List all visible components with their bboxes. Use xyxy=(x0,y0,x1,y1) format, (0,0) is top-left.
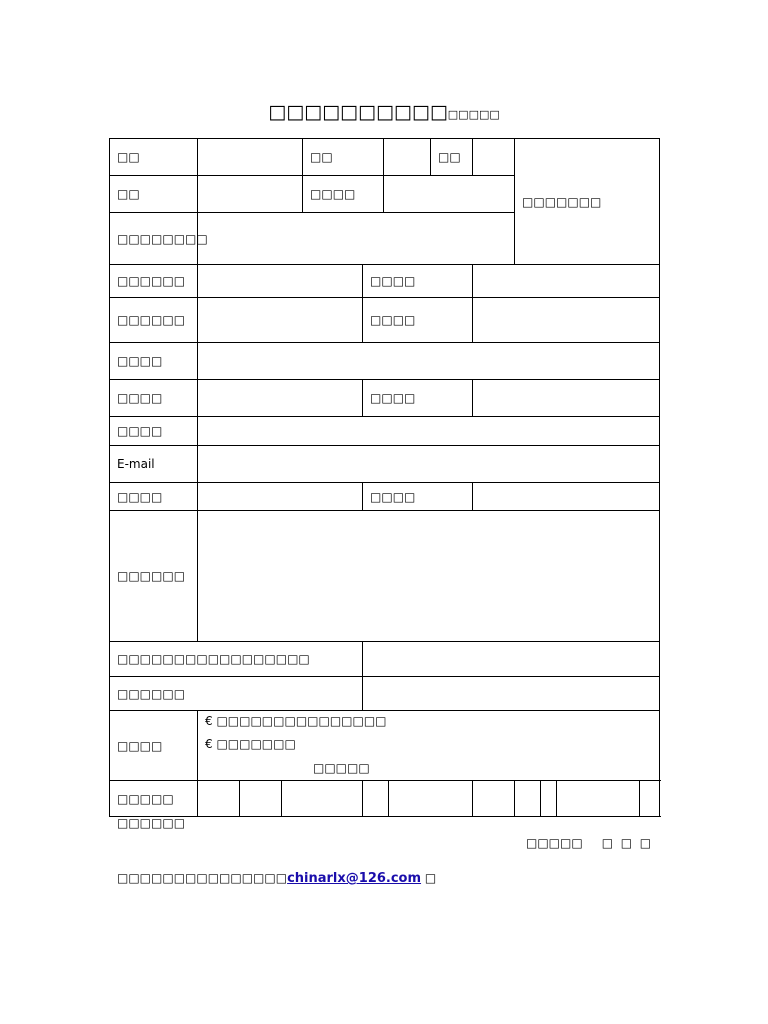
title-sub: □□□□□ xyxy=(447,108,500,121)
row10-right-label: □□□□ xyxy=(363,483,473,511)
ethnicity-field[interactable] xyxy=(198,176,303,213)
row10-left-field[interactable] xyxy=(198,483,363,511)
bottom-cell-2[interactable] xyxy=(240,781,282,817)
age-field[interactable] xyxy=(473,139,515,176)
row10-right-field[interactable] xyxy=(473,483,660,511)
table-row xyxy=(110,417,660,446)
bottom-cell-6[interactable] xyxy=(473,781,515,817)
option-2[interactable]: € □□□□□□□ xyxy=(205,737,296,751)
row4-left-field[interactable] xyxy=(198,265,363,298)
row7-right-field[interactable] xyxy=(473,380,660,417)
row10-left-label: □□□□ xyxy=(110,483,198,511)
row6-field[interactable] xyxy=(198,343,660,380)
table-row xyxy=(110,139,660,176)
bottom-label: □□□□□ xyxy=(110,781,198,817)
bottom-cell-10[interactable] xyxy=(640,781,660,817)
name-label: □□ xyxy=(110,139,198,176)
row12-field[interactable] xyxy=(363,642,660,677)
photo-area[interactable]: □□□□□□□ xyxy=(515,139,660,265)
row5-left-field[interactable] xyxy=(198,298,363,343)
row4-right-label: □□□□ xyxy=(363,265,473,298)
gender-field[interactable] xyxy=(384,139,431,176)
note-text: □□□□□□ xyxy=(117,816,186,830)
table-row xyxy=(110,642,660,677)
row5-right-label: □□□□ xyxy=(363,298,473,343)
table-row xyxy=(110,446,660,483)
contact-email-link[interactable]: chinarlx@126.com xyxy=(287,871,422,886)
row5-left-label: □□□□□□ xyxy=(110,298,198,343)
row5-right-field[interactable] xyxy=(473,298,660,343)
table-row xyxy=(110,677,660,711)
birth-date-label: □□□□ xyxy=(303,176,384,213)
table-row xyxy=(110,511,660,642)
row13-label: □□□□□□ xyxy=(110,677,363,711)
table-row xyxy=(110,380,660,417)
form-title xyxy=(0,101,768,123)
id-number-label: □□□□□□□□ xyxy=(110,213,198,265)
table-row xyxy=(110,343,660,380)
gender-label: □□ xyxy=(303,139,384,176)
date-line: □□□□□ □ □ □ xyxy=(526,836,652,850)
contact-prefix: □□□□□□□□□□□□□□□ xyxy=(117,871,288,885)
age-label: □□ xyxy=(431,139,473,176)
birth-date-field[interactable] xyxy=(384,176,515,213)
bottom-cell-1[interactable] xyxy=(198,781,240,817)
table-row xyxy=(110,265,660,298)
contact-suffix: □ xyxy=(421,871,437,885)
row13-field[interactable] xyxy=(363,677,660,711)
contact-line xyxy=(117,871,436,886)
table-row xyxy=(110,711,660,781)
id-number-field[interactable] xyxy=(198,213,515,265)
table-row xyxy=(110,298,660,343)
row7-left-label: □□□□ xyxy=(110,380,198,417)
row7-right-label: □□□□ xyxy=(363,380,473,417)
email-field[interactable] xyxy=(198,446,660,483)
bottom-cell-5[interactable] xyxy=(389,781,473,817)
resume-field[interactable] xyxy=(198,511,660,642)
bottom-cell-9[interactable] xyxy=(557,781,640,817)
option-1[interactable]: € □□□□□□□□□□□□□□□ xyxy=(205,714,387,728)
bottom-cell-3[interactable] xyxy=(282,781,363,817)
row6-label: □□□□ xyxy=(110,343,198,380)
registration-form-table xyxy=(109,138,660,817)
choice-options xyxy=(198,711,660,781)
row4-right-field[interactable] xyxy=(473,265,660,298)
bottom-cell-7[interactable] xyxy=(515,781,541,817)
table-row xyxy=(110,483,660,511)
resume-label: □□□□□□ xyxy=(110,511,198,642)
table-row xyxy=(110,781,660,817)
signature-label: □□□□□ xyxy=(313,761,370,775)
row12-label: □□□□□□□□□□□□□□□□□ xyxy=(110,642,363,677)
title-main: □□□□□□□□□□ xyxy=(268,101,448,123)
email-label: E-mail xyxy=(110,446,198,483)
name-field[interactable] xyxy=(198,139,303,176)
row4-left-label: □□□□□□ xyxy=(110,265,198,298)
row8-label: □□□□ xyxy=(110,417,198,446)
bottom-cell-8[interactable] xyxy=(541,781,557,817)
ethnicity-label: □□ xyxy=(110,176,198,213)
bottom-cell-4[interactable] xyxy=(363,781,389,817)
row7-left-field[interactable] xyxy=(198,380,363,417)
choice-label: □□□□ xyxy=(110,711,198,781)
row8-field[interactable] xyxy=(198,417,660,446)
